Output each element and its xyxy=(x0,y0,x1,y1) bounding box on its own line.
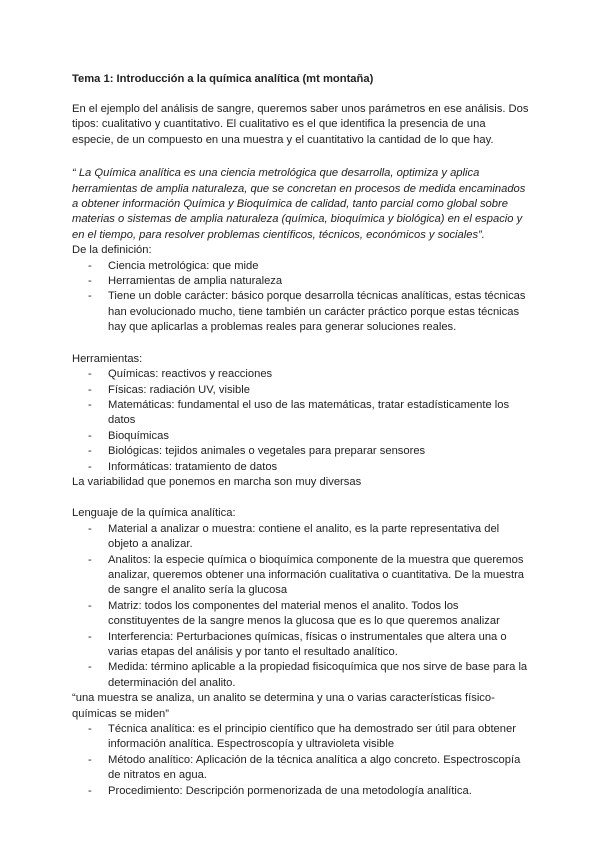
language-heading: Lenguaje de la química analítica: xyxy=(72,507,236,520)
dash-bullet: - xyxy=(88,290,92,303)
definition-list xyxy=(72,259,530,336)
tools-heading: Herramientas: xyxy=(72,352,143,365)
document-page xyxy=(72,72,530,799)
list-item: - Físicas: radiación UV, visible xyxy=(72,383,530,398)
language-quote: “una muestra se analiza, un analito se determina y una o varias características físico-químicas se miden” xyxy=(72,692,495,720)
list-item: - Procedimiento: Descripción pormenorizada de una metodología analítica. xyxy=(72,784,530,799)
document-title: Tema 1: Introducción a la química analítica (mt montaña) xyxy=(72,73,374,85)
definition-quote: “ La Química analítica es una ciencia metrológica que desarrolla, optimiza y aplica herramientas de amplia naturaleza, que se concretan en procesos de medida encaminados a obtener información Química y Bioquímica de calidad, tanto parcial como global sobre materias o sistemas de amplia naturaleza (química, bioquímica y biológica) en el espacio y en el tiempo, para resolver problemas científicos, técnicos, económicos y sociales”. xyxy=(72,167,526,241)
list-item: - Método analítico: Aplicación de la técnica analítica a algo concreto. Espectroscopía de nitratos en agua. xyxy=(88,753,521,782)
dash-bullet: - xyxy=(88,259,92,272)
dash-bullet: - xyxy=(88,630,92,643)
tools-list xyxy=(72,367,530,475)
list-item: - Matriz: todos los componentes del material menos el analito. Todos los constituyentes de la sangre menos la glucosa que es lo que queremos analizar xyxy=(88,599,500,628)
tools-footer: La variabilidad que ponemos en marcha son muy diversas xyxy=(72,475,362,488)
dash-bullet: - xyxy=(88,460,92,473)
method-list xyxy=(72,722,530,799)
list-item: - Material a analizar o muestra: contiene el analito, es la parte representativa del objeto a analizar. xyxy=(88,522,500,551)
dash-bullet: - xyxy=(88,661,92,674)
dash-bullet: - xyxy=(88,275,92,288)
list-item: - Informáticas: tratamiento de datos xyxy=(72,460,530,475)
list-item: - Biológicas: tejidos animales o vegetales para preparar sensores xyxy=(72,444,530,459)
list-item: - Bioquímicas xyxy=(72,429,530,444)
list-item: - Analitos: la especie química o bioquímica componente de la muestra que queremos analizar, queremos obtener una información cualitativa o cuantitativa. De la muestra de sangre el analito sería la glucosa xyxy=(88,553,525,597)
dash-bullet: - xyxy=(88,445,92,458)
dash-bullet: - xyxy=(88,383,92,396)
dash-bullet: - xyxy=(88,723,92,736)
list-item: - Matemáticas: fundamental el uso de las matemáticas, tratar estadísticamente los datos xyxy=(88,398,510,427)
language-list xyxy=(72,522,530,691)
dash-bullet: - xyxy=(88,429,92,442)
dash-bullet: - xyxy=(88,522,92,535)
dash-bullet: - xyxy=(88,368,92,381)
list-item: - Interferencia: Perturbaciones químicas, físicas o instrumentales que altera una o varias etapas del análisis y por tanto el resultado analítico. xyxy=(88,630,507,658)
intro-paragraph: En el ejemplo del análisis de sangre, queremos saber unos parámetros en ese análisis. Dos tipos: cualitativo y cuantitativo. El cualitativo es el que identifica la presencia de una especie, de un compuesto en una muestra y el cuantitativo la cantidad de lo que hay. xyxy=(72,103,529,146)
list-item: - Tiene un doble carácter: básico porque desarrolla técnicas analíticas, estas técnicas han evolucionado mucho, tiene también un carácter práctico porque estas técnicas hay que aplicarlas a problemas reales para generar soluciones reales. xyxy=(88,290,526,334)
list-item: - Técnica analítica: es el principio científico que ha demostrado ser útil para obtener información analítica. Espectroscopía y ultravioleta visible xyxy=(88,723,516,751)
list-item: - Ciencia metrológica: que mide xyxy=(72,259,530,274)
dash-bullet: - xyxy=(88,753,92,766)
dash-bullet: - xyxy=(88,553,92,566)
dash-bullet: - xyxy=(88,398,92,411)
list-item: - Herramientas de amplia naturaleza xyxy=(72,274,530,289)
dash-bullet: - xyxy=(88,599,92,612)
dash-bullet: - xyxy=(88,784,92,797)
list-item: - Químicas: reactivos y reacciones xyxy=(72,367,530,382)
definition-heading: De la definición: xyxy=(72,244,152,257)
list-item: - Medida: término aplicable a la propiedad fisicoquímica que nos sirve de base para la determinación del analito. xyxy=(88,661,528,689)
